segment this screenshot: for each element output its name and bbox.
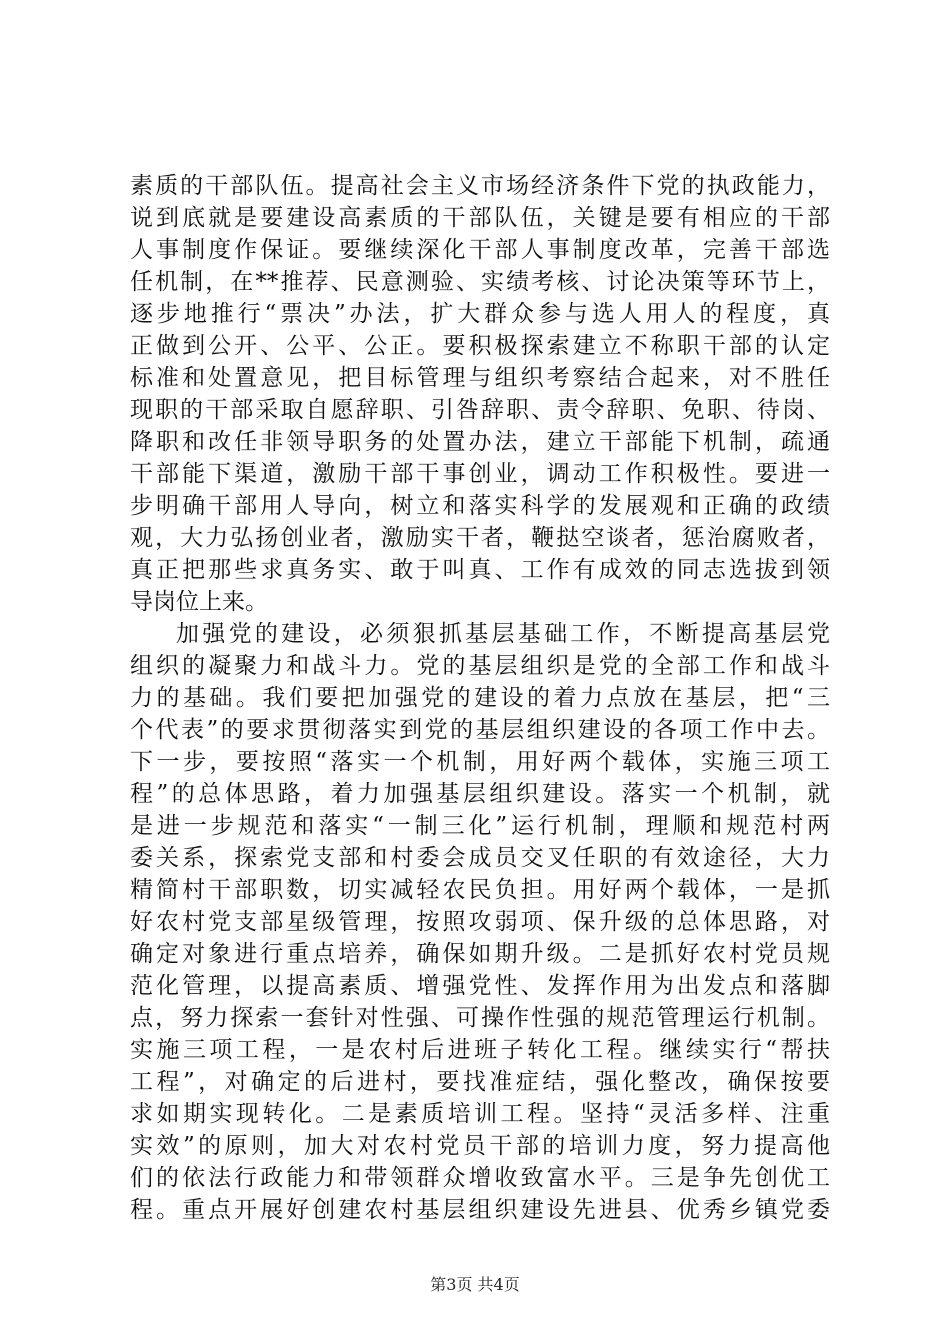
text-line: 精简村干部职数，切实减轻农民负担。用好两个载体，一是抓 [130,877,830,903]
text-line: 人事制度作保证。要继续深化干部人事制度改革，完善干部选 [130,237,830,263]
paragraph [130,618,830,1226]
text-line: 观，大力弘扬创业者，激励实干者，鞭挞空谈者，惩治腐败者， [130,525,830,551]
text-line: 下一步，要按照“落实一个机制，用好两个载体，实施三项工 [130,749,830,775]
text-line: 逐步地推行“票决”办法，扩大群众参与选人用人的程度，真 [130,301,830,327]
text-line: 正做到公开、公平、公正。要积极探索建立不称职干部的认定 [130,333,830,359]
text-line: 实施三项工程，一是农村后进班子转化工程。继续实行“帮扶 [130,1037,830,1063]
document-body [130,170,830,1226]
text-line: 委关系，探索党支部和村委会成员交叉任职的有效途径，大力 [130,845,830,871]
text-line: 是进一步规范和落实“一制三化”运行机制，理顺和规范村两 [130,813,830,839]
text-line: 实效”的原则，加大对农村党员干部的培训力度，努力提高他 [130,1133,830,1159]
text-line: 降职和改任非领导职务的处置办法，建立干部能下机制，疏通 [130,429,830,455]
text-line: 干部能下渠道，激励干部干事创业，调动工作积极性。要进一 [130,461,830,487]
text-line: 好农村党支部星级管理，按照攻弱项、保升级的总体思路，对 [130,909,830,935]
text-line: 们的依法行政能力和带领群众增收致富水平。三是争先创优工 [130,1165,830,1191]
paragraph [130,170,830,618]
text-line: 个代表”的要求贯彻落实到党的基层组织建设的各项工作中去。 [130,717,830,743]
text-line: 程。重点开展好创建农村基层组织建设先进县、优秀乡镇党委 [130,1197,830,1223]
text-line: 点，努力探索一套针对性强、可操作性强的规范管理运行机制。 [130,1005,830,1031]
text-line: 步明确干部用人导向，树立和落实科学的发展观和正确的政绩 [130,493,830,519]
text-line: 说到底就是要建设高素质的干部队伍，关键是要有相应的干部 [130,205,830,231]
text-line: 确定对象进行重点培养，确保如期升级。二是抓好农村党员规 [130,941,830,967]
text-line: 加强党的建设，必须狠抓基层基础工作，不断提高基层党 [176,621,830,647]
text-line: 导岗位上来。 [130,589,268,615]
text-line: 力的基础。我们要把加强党的建设的着力点放在基层，把“三 [130,685,830,711]
text-line: 真正把那些求真务实、敢于叫真、工作有成效的同志选拔到领 [130,557,830,583]
text-line: 求如期实现转化。二是素质培训工程。坚持“灵活多样、注重 [130,1101,830,1127]
text-line: 工程”，对确定的后进村，要找准症结，强化整改，确保按要 [130,1069,830,1095]
text-line: 素质的干部队伍。提高社会主义市场经济条件下党的执政能力， [130,173,830,199]
text-line: 标准和处置意见，把目标管理与组织考察结合起来，对不胜任 [130,365,830,391]
text-line: 任机制，在**推荐、民意测验、实绩考核、讨论决策等环节上， [130,269,830,295]
text-line: 组织的凝聚力和战斗力。党的基层组织是党的全部工作和战斗 [130,653,830,679]
page-number-footer: 第3页 共4页 [430,1275,520,1294]
text-line: 范化管理，以提高素质、增强党性、发挥作用为出发点和落脚 [130,973,830,999]
text-line: 现职的干部采取自愿辞职、引咎辞职、责令辞职、免职、待岗、 [130,397,830,423]
text-line: 程”的总体思路，着力加强基层组织建设。落实一个机制，就 [130,781,830,807]
